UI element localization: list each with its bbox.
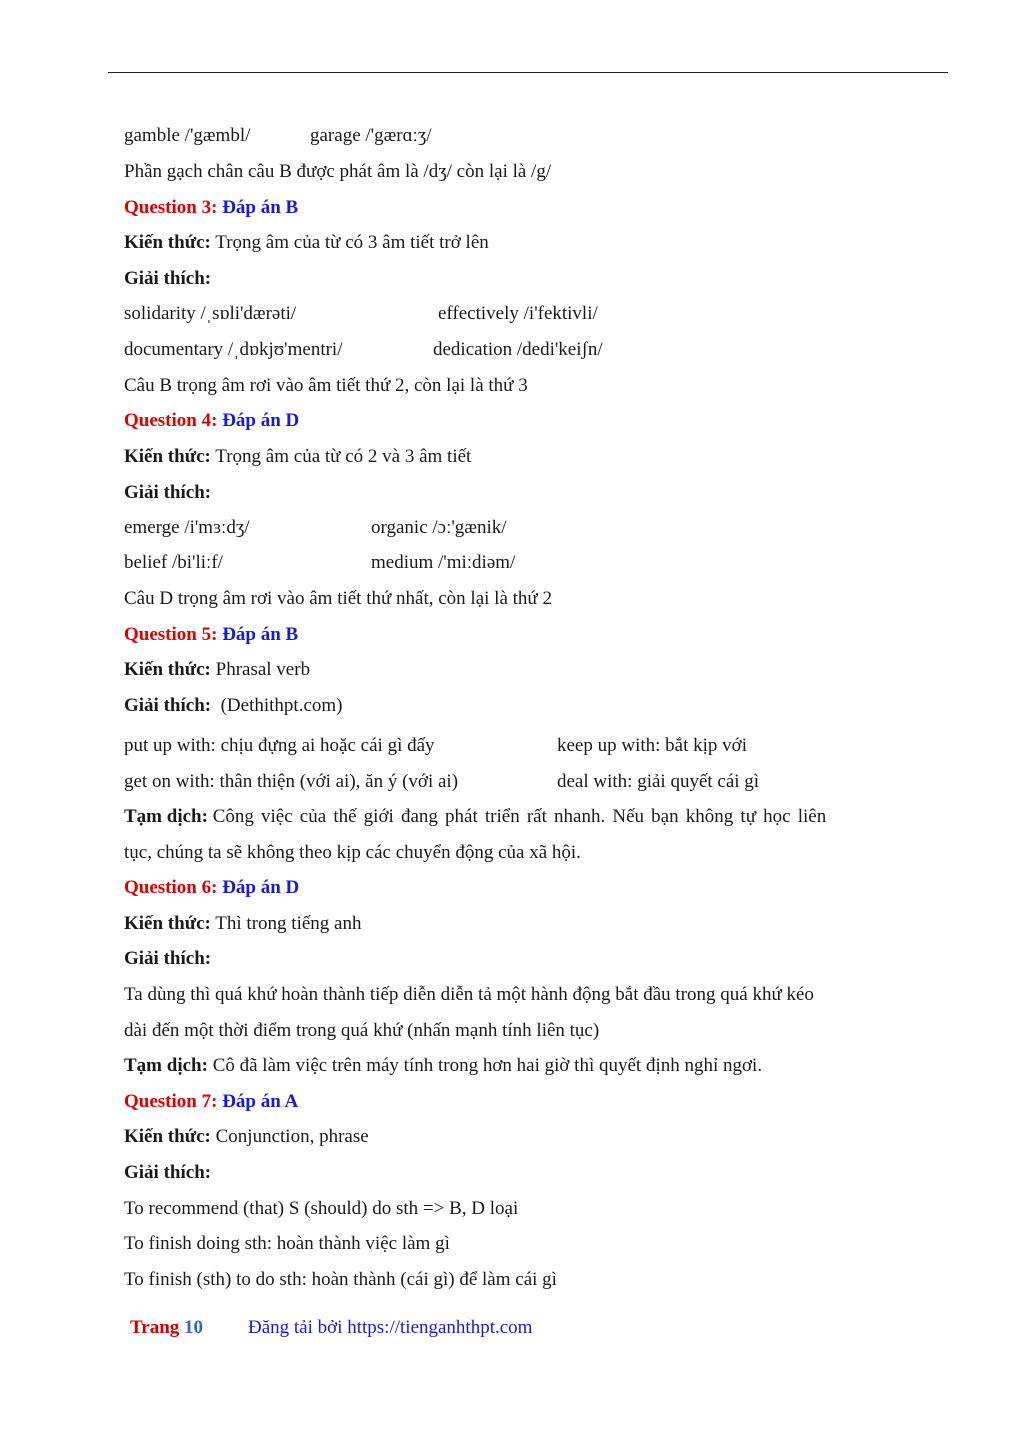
- phrase-entry: put up with: chịu đựng ai hoặc cái gì đấy: [124, 735, 435, 756]
- word-entry: medium /'miːdiəm/: [371, 552, 516, 573]
- word-entry: dedication /dedi'keiʃn/: [433, 339, 603, 360]
- note-line: Câu B trọng âm rơi vào âm tiết thứ 2, còn lại là thứ 3: [124, 375, 528, 396]
- kien-thuc-label: Kiến thức:: [124, 1126, 211, 1147]
- word-entry: emerge /i'mɜːdʒ/: [124, 517, 250, 538]
- kien-thuc-text: Conjunction, phrase: [215, 1126, 369, 1147]
- giai-thich-label: Giải thích:: [124, 948, 212, 969]
- explanation-text: To finish doing sth: hoàn thành việc làm gì: [124, 1233, 450, 1254]
- page-number-value: 10: [184, 1317, 204, 1338]
- explanation-text: To recommend (that) S (should) do sth => B, D loại: [124, 1198, 519, 1219]
- tam-dich-text: Công việc của thế giới đang phát triển rất nhanh. Nếu bạn không tự học liên: [212, 806, 827, 827]
- word-entry: organic /ɔː'gænik/: [371, 517, 507, 538]
- tam-dich-text: Cô đã làm việc trên máy tính trong hơn hai giờ thì quyết định nghỉ ngơi.: [212, 1055, 763, 1076]
- answer-label: Đáp án A: [222, 1091, 299, 1112]
- word-entry: belief /bi'liːf/: [124, 552, 223, 573]
- answer-label: Đáp án B: [222, 624, 299, 645]
- question-label: Question 5:: [124, 624, 218, 645]
- note-line: Câu D trọng âm rơi vào âm tiết thứ nhất, còn lại là thứ 2: [124, 588, 552, 609]
- answer-label: Đáp án B: [222, 197, 299, 218]
- tam-dich-continuation: tục, chúng ta sẽ không theo kịp các chuyển động của xã hội.: [124, 842, 581, 863]
- giai-thich-label: Giải thích:: [124, 1162, 212, 1183]
- page-label: Trang: [130, 1317, 180, 1338]
- header-rule: [108, 72, 948, 73]
- question-4-heading: [124, 409, 299, 433]
- source-note: (Dethithpt.com): [220, 695, 343, 716]
- tam-dich-label: Tạm dịch:: [124, 806, 208, 827]
- question-6-heading: [124, 876, 299, 900]
- word-entry: effectively /i'fektivli/: [438, 303, 598, 324]
- explanation-text: Ta dùng thì quá khứ hoàn thành tiếp diễn diễn tả một hành động bắt đầu trong quá khứ kéo: [124, 984, 814, 1005]
- kien-thuc-label: Kiến thức:: [124, 659, 211, 680]
- kien-thuc-line: [124, 445, 471, 469]
- uploaded-by-link[interactable]: Đăng tải bởi https://tienganhthpt.com: [248, 1317, 533, 1338]
- question-7-heading: [124, 1090, 298, 1114]
- kien-thuc-line: [124, 231, 489, 255]
- kien-thuc-text: Phrasal verb: [215, 659, 311, 680]
- kien-thuc-line: [124, 1125, 369, 1149]
- phrase-entry: keep up with: bắt kịp với: [557, 735, 747, 756]
- giai-thich-label: Giải thích:: [124, 482, 212, 503]
- kien-thuc-text: Trọng âm của từ có 2 và 3 âm tiết: [215, 446, 472, 467]
- word-entry: solidarity /ˌsɒli'dærəti/: [124, 303, 297, 324]
- word-row: [124, 551, 516, 575]
- question-label: Question 6:: [124, 877, 218, 898]
- kien-thuc-line: [124, 658, 310, 682]
- question-5-heading: [124, 623, 298, 647]
- kien-thuc-line: [124, 912, 361, 936]
- answer-label: Đáp án D: [222, 410, 300, 431]
- word-row: [124, 302, 598, 326]
- phrase-entry: get on with: thân thiện (với ai), ăn ý (với ai): [124, 771, 459, 792]
- word-row: [124, 338, 603, 362]
- phrase-entry: deal with: giải quyết cái gì: [557, 771, 760, 792]
- question-label: Question 3:: [124, 197, 218, 218]
- tam-dich-label: Tạm dịch:: [124, 1055, 208, 1076]
- word-gamble: gamble /'gæmbl/: [124, 125, 251, 146]
- giai-thich-label: Giải thích:: [124, 695, 212, 716]
- word-garage: garage /'gærɑːʒ/: [310, 125, 432, 146]
- explanation-text: To finish (sth) to do sth: hoàn thành (cái gì) để làm cái gì: [124, 1269, 557, 1290]
- question-3-heading: [124, 196, 298, 220]
- giai-thich-line: [124, 694, 342, 718]
- phrase-row: [124, 770, 760, 794]
- page-number: [130, 1316, 203, 1340]
- phrase-row: [124, 734, 747, 758]
- word-row: [124, 516, 507, 540]
- kien-thuc-label: Kiến thức:: [124, 913, 211, 934]
- giai-thich-label: Giải thích:: [124, 268, 212, 289]
- kien-thuc-label: Kiến thức:: [124, 446, 211, 467]
- answer-label: Đáp án D: [222, 877, 300, 898]
- note-line: Phần gạch chân câu B được phát âm là /dʒ/ còn lại là /g/: [124, 161, 552, 182]
- tam-dich-line: [124, 1054, 762, 1078]
- word-row: [124, 124, 432, 148]
- tam-dich-line: [124, 805, 826, 829]
- kien-thuc-text: Thì trong tiếng anh: [215, 913, 362, 934]
- question-label: Question 4:: [124, 410, 218, 431]
- question-label: Question 7:: [124, 1091, 218, 1112]
- explanation-text: dài đến một thời điểm trong quá khứ (nhấn mạnh tính liên tục): [124, 1020, 600, 1041]
- kien-thuc-text: Trọng âm của từ có 3 âm tiết trở lên: [215, 232, 489, 253]
- word-entry: documentary /ˌdɒkjʊ'mentri/: [124, 339, 343, 360]
- kien-thuc-label: Kiến thức:: [124, 232, 211, 253]
